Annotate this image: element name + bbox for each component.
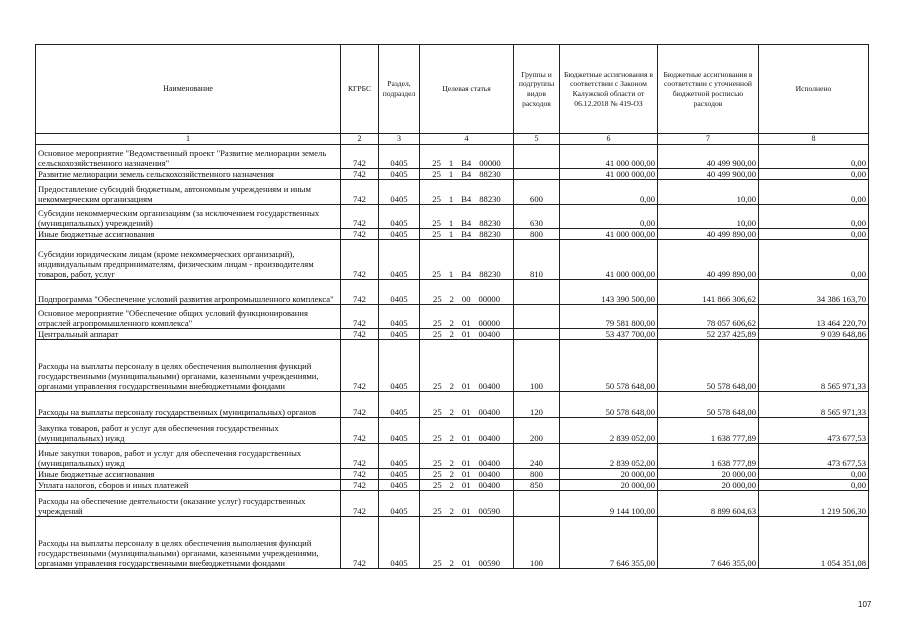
target-part: 1: [448, 158, 454, 168]
row-name: Субсидии некоммерческим организациям (за исключением государственных (муниципальных) учреждений): [36, 205, 341, 229]
row-refined-amount: 20 000,00: [658, 469, 759, 480]
row-refined-amount: 52 237 425,89: [658, 329, 759, 340]
row-kgrbs: 742: [341, 205, 379, 229]
row-law-amount: 79 581 800,00: [560, 305, 658, 329]
row-name: Основное мероприятие "Ведомственный проект "Развитие мелиорации земель сельскохозяйственного назначения": [36, 145, 341, 169]
page-number: 107: [858, 600, 872, 609]
target-part: 01: [461, 558, 471, 568]
target-part: 2: [449, 558, 454, 568]
row-kgrbs: 742: [341, 517, 379, 569]
target-part: 88230: [479, 218, 501, 228]
row-executed-amount: 1 219 506,30: [759, 491, 869, 517]
row-section: 0405: [379, 205, 420, 229]
row-executed-amount: 1 054 351,08: [759, 517, 869, 569]
target-part: 00400: [478, 458, 500, 468]
row-name: Иные бюджетные ассигнования: [36, 229, 341, 240]
row-law-amount: 53 437 700,00: [560, 329, 658, 340]
table-row: [36, 444, 869, 469]
row-target: [420, 305, 514, 329]
row-group: 100: [514, 340, 560, 392]
column-number: 7: [658, 134, 759, 145]
table-row: [36, 469, 869, 480]
row-kgrbs: 742: [341, 392, 379, 418]
row-group: 120: [514, 392, 560, 418]
row-target: [420, 480, 514, 491]
column-number-row: [36, 134, 869, 145]
target-part: 25: [432, 158, 441, 168]
row-group: [514, 491, 560, 517]
row-name: Основное мероприятие "Обеспечение общих условий функционирования отраслей агропромышленного комплекса": [36, 305, 341, 329]
row-target: [420, 329, 514, 340]
table-row: [36, 491, 869, 517]
target-part: 25: [432, 229, 441, 239]
row-kgrbs: 742: [341, 340, 379, 392]
row-executed-amount: 473 677,53: [759, 418, 869, 444]
row-law-amount: 20 000,00: [560, 469, 658, 480]
row-executed-amount: 8 565 971,33: [759, 392, 869, 418]
row-law-amount: 9 144 100,00: [560, 491, 658, 517]
row-kgrbs: 742: [341, 145, 379, 169]
header-refined: Бюджетные ассигнования в соответствии с уточненной бюджетной росписью расходов: [658, 45, 759, 134]
row-name: Расходы на выплаты персоналу в целях обеспечения выполнения функций государственными (муниципальными) органами, казенными учреждениями, органами управления государственными внебюджетными фондами: [36, 340, 341, 392]
target-part: 01: [461, 480, 471, 490]
row-kgrbs: 742: [341, 469, 379, 480]
column-number: 2: [341, 134, 379, 145]
row-refined-amount: 1 638 777,89: [658, 444, 759, 469]
target-part: 01: [461, 329, 471, 339]
row-executed-amount: 8 565 971,33: [759, 340, 869, 392]
row-group: [514, 305, 560, 329]
target-part: 1: [448, 169, 454, 179]
target-part: 00590: [478, 558, 500, 568]
row-law-amount: 41 000 000,00: [560, 169, 658, 180]
row-group: [514, 329, 560, 340]
target-part: 2: [449, 433, 454, 443]
row-executed-amount: 0,00: [759, 180, 869, 205]
row-target: [420, 517, 514, 569]
row-group: 800: [514, 229, 560, 240]
target-part: 25: [433, 407, 442, 417]
row-kgrbs: 742: [341, 444, 379, 469]
target-part: 88230: [479, 194, 501, 204]
target-part: 00000: [479, 158, 501, 168]
target-part: 00000: [478, 294, 500, 304]
row-group: 200: [514, 418, 560, 444]
target-part: 00400: [478, 407, 500, 417]
row-section: 0405: [379, 340, 420, 392]
target-part: 00000: [478, 318, 500, 328]
target-part: 25: [433, 433, 442, 443]
row-refined-amount: 40 499 900,00: [658, 169, 759, 180]
row-law-amount: 50 578 648,00: [560, 340, 658, 392]
table-row: [36, 517, 869, 569]
row-name: Расходы на обеспечение деятельности (оказание услуг) государственных учреждений: [36, 491, 341, 517]
target-part: 00: [461, 294, 471, 304]
table-row: [36, 180, 869, 205]
target-part: 2: [449, 407, 454, 417]
row-target: [420, 418, 514, 444]
target-part: 88230: [479, 229, 501, 239]
row-executed-amount: 473 677,53: [759, 444, 869, 469]
row-law-amount: 41 000 000,00: [560, 240, 658, 280]
row-target: [420, 180, 514, 205]
header-executed: Исполнено: [759, 45, 869, 134]
target-part: 25: [433, 458, 442, 468]
row-group: 850: [514, 480, 560, 491]
target-part: 1: [448, 194, 454, 204]
row-refined-amount: 20 000,00: [658, 480, 759, 491]
row-section: 0405: [379, 418, 420, 444]
row-group: [514, 169, 560, 180]
row-kgrbs: 742: [341, 229, 379, 240]
row-name: Иные закупки товаров, работ и услуг для обеспечения государственных (муниципальных) нужд: [36, 444, 341, 469]
row-refined-amount: 40 499 890,00: [658, 240, 759, 280]
target-part: 25: [433, 469, 442, 479]
row-target: [420, 205, 514, 229]
row-section: 0405: [379, 480, 420, 491]
row-refined-amount: 50 578 648,00: [658, 392, 759, 418]
row-name: Расходы на выплаты персоналу в целях обеспечения выполнения функций государственными (муниципальными) органами, казенными учреждениями, органами управления государственными внебюджетными фондами: [36, 517, 341, 569]
row-target: [420, 145, 514, 169]
row-section: 0405: [379, 180, 420, 205]
target-part: 00590: [478, 506, 500, 516]
target-part: 01: [461, 407, 471, 417]
row-executed-amount: 13 464 220,70: [759, 305, 869, 329]
row-target: [420, 340, 514, 392]
column-number: 8: [759, 134, 869, 145]
target-part: 88230: [479, 269, 501, 279]
target-part: 25: [432, 194, 441, 204]
row-law-amount: 2 839 052,00: [560, 444, 658, 469]
row-target: [420, 280, 514, 305]
row-law-amount: 0,00: [560, 205, 658, 229]
column-number: 5: [514, 134, 560, 145]
table-row: [36, 205, 869, 229]
column-number: 3: [379, 134, 420, 145]
row-refined-amount: 78 057 606,62: [658, 305, 759, 329]
column-number: 4: [420, 134, 514, 145]
row-group: 600: [514, 180, 560, 205]
target-part: В4: [461, 194, 472, 204]
row-refined-amount: 141 866 306,62: [658, 280, 759, 305]
row-law-amount: 143 390 500,00: [560, 280, 658, 305]
table-row: [36, 340, 869, 392]
row-refined-amount: 7 646 355,00: [658, 517, 759, 569]
row-refined-amount: 10,00: [658, 180, 759, 205]
row-kgrbs: 742: [341, 240, 379, 280]
target-part: В4: [461, 269, 472, 279]
row-name: Расходы на выплаты персоналу государственных (муниципальных) органов: [36, 392, 341, 418]
row-law-amount: 41 000 000,00: [560, 229, 658, 240]
target-part: 25: [433, 506, 442, 516]
target-part: 25: [433, 480, 442, 490]
row-kgrbs: 742: [341, 480, 379, 491]
target-part: 2: [449, 294, 454, 304]
row-law-amount: 0,00: [560, 180, 658, 205]
row-executed-amount: 9 039 648,86: [759, 329, 869, 340]
row-name: Подпрограмма "Обеспечение условий развития агропромышленного комплекса": [36, 280, 341, 305]
row-target: [420, 491, 514, 517]
target-part: 2: [449, 458, 454, 468]
table-row: [36, 240, 869, 280]
row-name: Субсидии юридическим лицам (кроме некоммерческих организаций), индивидуальным предпринимателям, физическим лицам - производителям товаров, работ, услуг: [36, 240, 341, 280]
target-part: 1: [448, 218, 454, 228]
row-section: 0405: [379, 240, 420, 280]
table-row: [36, 169, 869, 180]
header-section: Раздел, подраздел: [379, 45, 420, 134]
header-kgrbs: КГРБС: [341, 45, 379, 134]
row-refined-amount: 40 499 890,00: [658, 229, 759, 240]
target-part: 00400: [478, 480, 500, 490]
target-part: 2: [449, 506, 454, 516]
row-executed-amount: 0,00: [759, 480, 869, 491]
target-part: 00400: [478, 381, 500, 391]
row-executed-amount: 0,00: [759, 240, 869, 280]
target-part: 01: [461, 469, 471, 479]
table-row: [36, 145, 869, 169]
row-law-amount: 20 000,00: [560, 480, 658, 491]
target-part: 1: [448, 229, 454, 239]
row-target: [420, 169, 514, 180]
row-group: 100: [514, 517, 560, 569]
row-kgrbs: 742: [341, 180, 379, 205]
target-part: 25: [433, 318, 442, 328]
target-part: 1: [448, 269, 454, 279]
row-name: Предоставление субсидий бюджетным, автономным учреждениям и иным некоммерческим организациям: [36, 180, 341, 205]
target-part: 25: [433, 381, 442, 391]
row-kgrbs: 742: [341, 169, 379, 180]
row-kgrbs: 742: [341, 418, 379, 444]
row-law-amount: 7 646 355,00: [560, 517, 658, 569]
target-part: В4: [461, 158, 472, 168]
row-refined-amount: 50 578 648,00: [658, 340, 759, 392]
target-part: 00400: [478, 469, 500, 479]
column-number: 6: [560, 134, 658, 145]
target-part: 25: [433, 558, 442, 568]
row-name: Закупка товаров, работ и услуг для обеспечения государственных (муниципальных) нужд: [36, 418, 341, 444]
row-target: [420, 392, 514, 418]
target-part: 00400: [478, 433, 500, 443]
row-section: 0405: [379, 517, 420, 569]
target-part: 00400: [478, 329, 500, 339]
target-part: В4: [461, 218, 472, 228]
target-part: 2: [449, 381, 454, 391]
target-part: 01: [461, 458, 471, 468]
target-part: 25: [433, 294, 442, 304]
row-law-amount: 41 000 000,00: [560, 145, 658, 169]
row-name: Уплата налогов, сборов и иных платежей: [36, 480, 341, 491]
table-row: [36, 418, 869, 444]
row-name: Развитие мелиорации земель сельскохозяйственного назначения: [36, 169, 341, 180]
row-target: [420, 444, 514, 469]
header-name: Наименование: [36, 45, 341, 134]
target-part: В4: [461, 169, 472, 179]
budget-table: [35, 44, 869, 569]
row-law-amount: 50 578 648,00: [560, 392, 658, 418]
table-row: [36, 392, 869, 418]
target-part: 2: [449, 480, 454, 490]
row-executed-amount: 0,00: [759, 145, 869, 169]
row-refined-amount: 8 899 604,63: [658, 491, 759, 517]
row-executed-amount: 34 386 163,70: [759, 280, 869, 305]
budget-document: [35, 44, 869, 569]
header-row: [36, 45, 869, 134]
row-group: 810: [514, 240, 560, 280]
target-part: 88230: [479, 169, 501, 179]
target-part: 25: [432, 269, 441, 279]
row-executed-amount: 0,00: [759, 205, 869, 229]
row-group: 630: [514, 205, 560, 229]
row-section: 0405: [379, 491, 420, 517]
row-law-amount: 2 839 052,00: [560, 418, 658, 444]
header-groups: Группы и подгруппы видов расходов: [514, 45, 560, 134]
row-target: [420, 229, 514, 240]
table-body: [36, 145, 869, 569]
target-part: 2: [449, 469, 454, 479]
column-number: 1: [36, 134, 341, 145]
row-group: [514, 280, 560, 305]
table-row: [36, 329, 869, 340]
target-part: 01: [461, 433, 471, 443]
row-name: Иные бюджетные ассигнования: [36, 469, 341, 480]
row-name: Центральный аппарат: [36, 329, 341, 340]
row-section: 0405: [379, 229, 420, 240]
row-section: 0405: [379, 305, 420, 329]
header-law: Бюджетные ассигнования в соответствии с Законом Калужской области от 06.12.2018 № 419-ОЗ: [560, 45, 658, 134]
target-part: В4: [461, 229, 472, 239]
target-part: 25: [433, 329, 442, 339]
row-executed-amount: 0,00: [759, 469, 869, 480]
row-section: 0405: [379, 145, 420, 169]
row-group: 800: [514, 469, 560, 480]
row-target: [420, 240, 514, 280]
row-executed-amount: 0,00: [759, 169, 869, 180]
row-section: 0405: [379, 280, 420, 305]
table-row: [36, 480, 869, 491]
target-part: 2: [449, 318, 454, 328]
row-section: 0405: [379, 169, 420, 180]
target-part: 01: [461, 381, 471, 391]
row-kgrbs: 742: [341, 329, 379, 340]
target-part: 2: [449, 329, 454, 339]
row-group: 240: [514, 444, 560, 469]
row-group: [514, 145, 560, 169]
row-section: 0405: [379, 469, 420, 480]
table-row: [36, 305, 869, 329]
row-refined-amount: 1 638 777,89: [658, 418, 759, 444]
table-row: [36, 280, 869, 305]
row-section: 0405: [379, 444, 420, 469]
row-target: [420, 469, 514, 480]
target-part: 25: [432, 218, 441, 228]
target-part: 01: [461, 318, 471, 328]
row-kgrbs: 742: [341, 305, 379, 329]
header-target: Целевая статья: [420, 45, 514, 134]
row-kgrbs: 742: [341, 280, 379, 305]
row-section: 0405: [379, 329, 420, 340]
target-part: 25: [432, 169, 441, 179]
row-executed-amount: 0,00: [759, 229, 869, 240]
row-refined-amount: 10,00: [658, 205, 759, 229]
target-part: 01: [461, 506, 471, 516]
row-refined-amount: 40 499 900,00: [658, 145, 759, 169]
table-row: [36, 229, 869, 240]
row-kgrbs: 742: [341, 491, 379, 517]
row-section: 0405: [379, 392, 420, 418]
